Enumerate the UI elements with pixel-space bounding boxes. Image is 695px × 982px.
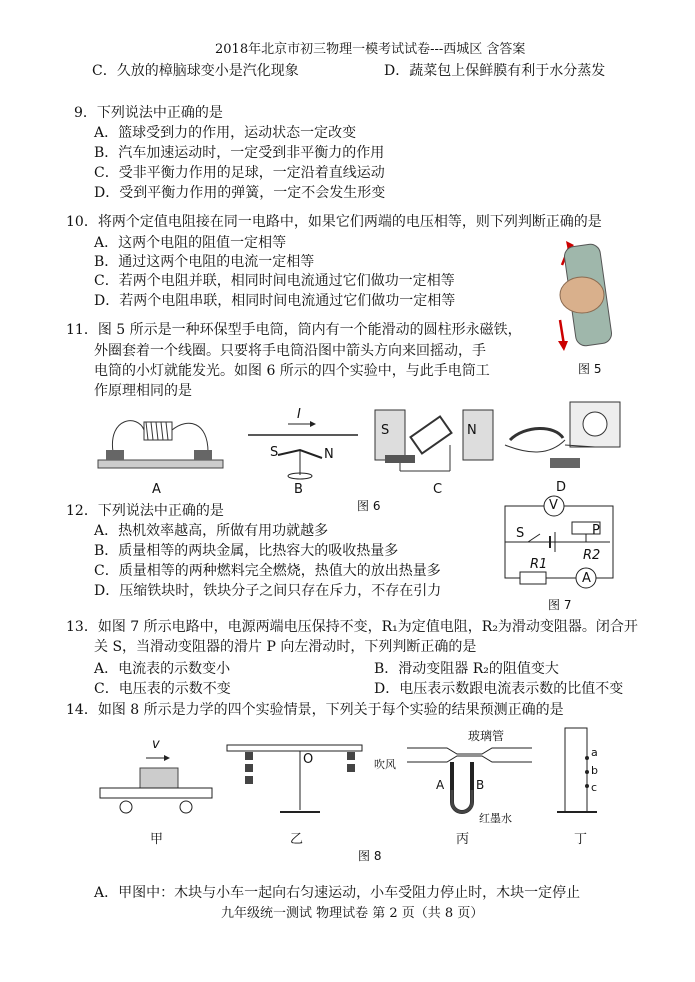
fig8-red-ink: 红墨水 [479, 812, 512, 825]
fig8-velocity: v [152, 737, 160, 752]
q10-option-a: A．这两个电阻的阻值一定相等 [94, 235, 287, 251]
q9-option-c: C．受非平衡力作用的足球，一定沿着直线运动 [94, 165, 385, 181]
fig6-b-n: N [324, 447, 334, 462]
fig7-ammeter: A [582, 571, 591, 586]
fig8-name-d: 丁 [574, 832, 588, 847]
q14-option-a: A．甲图中：木块与小车一起向右匀速运动，小车受阻力停止时，木块一定停止 [94, 885, 581, 901]
fig8-tube-b: B [476, 778, 485, 792]
fig8-hole-b: b [591, 764, 598, 777]
fig6-d-diagram [505, 400, 635, 480]
fig7-slider: P [592, 523, 600, 538]
fig8-name-b: 乙 [290, 832, 304, 847]
q9-option-b: B．汽车加速运动时，一定受到非平衡力的作用 [94, 145, 385, 161]
q11-line-4: 作原理相同的是 [94, 383, 192, 399]
fig7-caption: 图 7 [548, 598, 572, 612]
fig8-blow: 吹风 [374, 758, 396, 771]
q13-option-c: C．电压表的示数不变 [94, 681, 231, 697]
fig6-a-diagram [98, 412, 228, 482]
fig7-switch: S [516, 526, 525, 541]
fig8-glass-tube: 玻璃管 [468, 729, 505, 743]
q10-option-b: B．通过这两个电阻的电流一定相等 [94, 254, 315, 270]
fig8-hole-a: a [591, 746, 598, 759]
page-header: 2018年北京市初三物理一模考试试卷---西城区 含答案 [215, 42, 526, 57]
fig6-b-diagram [248, 410, 358, 480]
fig8-lever [225, 740, 375, 820]
fig6-c-n: N [467, 423, 477, 438]
q12-option-c: C．质量相等的两种燃料完全燃烧，热值大的放出热量多 [94, 563, 441, 579]
fig8-name-a: 甲 [150, 832, 164, 847]
fig6-b-s: S [270, 445, 279, 460]
q9-option-a: A．篮球受到力的作用，运动状态一定改变 [94, 125, 357, 141]
fig6-c-s: S [381, 423, 390, 438]
q10-option-d: D．若两个电阻串联，相同时间电流通过它们做功一定相等 [94, 293, 456, 309]
q9-stem: 9．下列说法中正确的是 [74, 105, 223, 121]
flashlight-figure [552, 235, 632, 355]
q10-option-c: C．若两个电阻并联，相同时间电流通过它们做功一定相等 [94, 273, 455, 289]
q11-line-2: 外圈套着一个线圈。只要将手电筒沿图中箭头方向来回摇动，手 [94, 343, 486, 359]
q11-line-3: 电筒的小灯就能发光。如图 6 所示的四个实验中，与此手电筒工 [94, 363, 490, 379]
q11-line-1: 11．图 5 所示是一种环保型手电筒，筒内有一个能滑动的圆柱形永磁铁， [66, 322, 522, 338]
q12-stem: 12．下列说法中正确的是 [66, 503, 224, 519]
fig6-caption: 图 6 [357, 499, 381, 513]
q13-option-b: B．滑动变阻器 R₂的阻值变大 [374, 661, 559, 677]
q9-option-d: D．受到平衡力作用的弹簧，一定不会发生形变 [94, 185, 386, 201]
q13-option-a: A．电流表的示数变小 [94, 661, 231, 677]
fig6-c-diagram [375, 405, 495, 480]
q12-option-d: D．压缩铁块时，铁块分子之间只存在斥力，不存在引力 [94, 583, 442, 599]
fig7-voltmeter: V [549, 498, 558, 513]
q12-option-a: A．热机效率越高，所做有用功就越多 [94, 523, 329, 539]
fig6-b-current: I [297, 407, 301, 422]
fig5-caption: 图 5 [578, 362, 602, 376]
fig8-name-c: 丙 [456, 832, 470, 847]
fig6-b-label: B [294, 482, 303, 497]
fig8-cart [98, 752, 228, 812]
fig8-pivot: O [303, 752, 314, 767]
fig8-tube-a: A [436, 778, 445, 792]
fig7-circuit [500, 492, 620, 592]
fig8-hole-c: c [591, 781, 598, 794]
fig6-c-label: C [433, 482, 443, 497]
q14-stem: 14．如图 8 所示是力学的四个实验情景，下列关于每个实验的结果预测正确的是 [66, 702, 564, 718]
q8-option-c: C．久放的樟脑球变小是汽化现象 [92, 63, 299, 79]
fig6-d-label: D [556, 480, 567, 495]
q13-line-1: 13．如图 7 所示电路中，电源两端电压保持不变，R₁为定值电阻，R₂为滑动变阻器。闭合开 [66, 619, 638, 635]
q13-line-2: 关 S，当滑动变阻器的滑片 P 向左滑动时，下列判断正确的是 [94, 639, 477, 655]
fig8-utube [402, 740, 542, 820]
q10-stem: 10．将两个定值电阻接在同一电路中，如果它们两端的电压相等，则下列判断正确的是 [66, 214, 602, 230]
page-footer: 九年级统一测试 物理试卷 第 2 页（共 8 页） [221, 906, 484, 921]
fig8-caption: 图 8 [358, 849, 382, 863]
q12-option-b: B．质量相等的两块金属，比热容大的吸收热量多 [94, 543, 399, 559]
q13-option-d: D．电压表示数跟电流表示数的比值不变 [374, 681, 624, 697]
q8-option-d: D．蔬菜包上保鲜膜有利于水分蒸发 [384, 63, 606, 79]
fig7-r2: R2 [583, 548, 601, 563]
fig7-r1: R1 [530, 557, 548, 572]
fig6-a-label: A [152, 482, 161, 497]
